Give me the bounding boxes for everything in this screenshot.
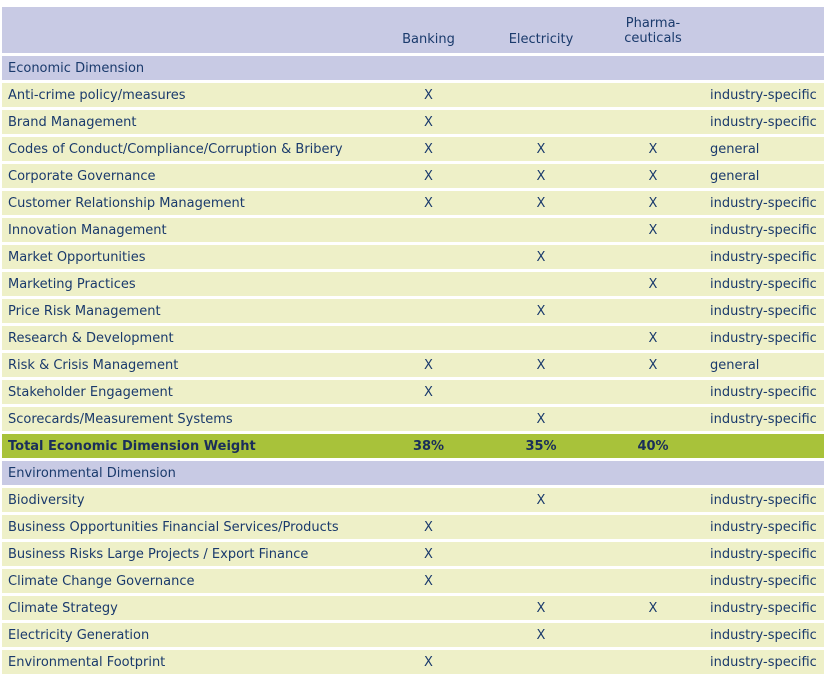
table-row (2, 164, 824, 188)
table-row (2, 380, 824, 404)
total-pharma: 40% (637, 439, 669, 454)
table-row (2, 299, 824, 323)
pharma-mark: X (648, 169, 658, 184)
banking-mark: X (424, 574, 433, 589)
scope-label: industry-specific (710, 223, 817, 238)
electricity-mark: X (536, 250, 546, 265)
column-header-electricity: Electricity (508, 32, 574, 47)
electricity-mark: X (536, 304, 546, 319)
scope-label: general (710, 358, 760, 373)
row-label: Market Opportunities (8, 250, 146, 265)
scope-label: general (710, 169, 760, 184)
pharma-mark: X (648, 277, 658, 292)
scope-label: industry-specific (710, 196, 817, 211)
scope-label: industry-specific (710, 88, 817, 103)
section-title: Economic Dimension (8, 61, 145, 76)
row-label: Anti-crime policy/measures (8, 88, 186, 103)
scope-label: industry-specific (710, 520, 817, 535)
row-label: Codes of Conduct/Compliance/Corruption & Bribery (8, 142, 343, 157)
table-row (2, 353, 824, 377)
table-row (2, 407, 824, 431)
total-electricity: 35% (525, 439, 557, 454)
row-label: Corporate Governance (8, 169, 156, 184)
electricity-mark: X (536, 493, 546, 508)
table-row (2, 542, 824, 566)
row-label: Brand Management (8, 115, 137, 130)
scope-label: general (710, 142, 760, 157)
row-label: Environmental Footprint (8, 655, 166, 670)
total-label: Total Economic Dimension Weight (8, 439, 256, 454)
electricity-mark: X (536, 196, 546, 211)
total-row-economic (2, 434, 824, 458)
total-banking: 38% (412, 439, 445, 454)
pharma-mark: X (648, 196, 658, 211)
table-row (2, 326, 824, 350)
electricity-mark: X (536, 601, 546, 616)
pharma-mark: X (648, 358, 658, 373)
section-title: Environmental Dimension (8, 466, 176, 481)
electricity-mark: X (536, 412, 546, 427)
electricity-mark: X (536, 169, 546, 184)
table-row (2, 137, 824, 161)
banking-mark: X (424, 358, 433, 373)
table-row (2, 191, 824, 215)
row-label: Stakeholder Engagement (8, 385, 173, 400)
banking-mark: X (424, 196, 433, 211)
row-label: Business Risks Large Projects / Export Finance (8, 547, 309, 562)
banking-mark: X (424, 385, 433, 400)
electricity-mark: X (536, 358, 546, 373)
pharma-mark: X (648, 601, 658, 616)
scope-label: industry-specific (710, 574, 817, 589)
column-header-banking: Banking (402, 32, 455, 47)
pharma-mark: X (648, 331, 658, 346)
row-label: Biodiversity (8, 493, 85, 508)
banking-mark: X (424, 169, 433, 184)
scope-label: industry-specific (710, 628, 817, 643)
electricity-mark: X (536, 628, 546, 643)
row-label: Research & Development (8, 331, 174, 346)
table-header (2, 7, 824, 53)
row-label: Scorecards/Measurement Systems (8, 412, 233, 427)
table-row (2, 272, 824, 296)
column-header-pharmaceuticals (622, 16, 684, 46)
electricity-mark: X (536, 142, 546, 157)
table-row (2, 110, 824, 134)
table-row (2, 515, 824, 539)
row-label: Risk & Crisis Management (8, 358, 179, 373)
section-header-environmental (2, 461, 824, 485)
pharma-header-line2: ceuticals (624, 31, 682, 46)
table-row (2, 596, 824, 620)
scope-label: industry-specific (710, 601, 817, 616)
banking-mark: X (424, 655, 433, 670)
criteria-table (2, 7, 824, 677)
scope-label: industry-specific (710, 331, 817, 346)
banking-mark: X (424, 142, 433, 157)
scope-label: industry-specific (710, 655, 817, 670)
pharma-header-line1: Pharma- (625, 16, 681, 31)
table-row (2, 569, 824, 593)
banking-mark: X (424, 115, 433, 130)
scope-label: industry-specific (710, 385, 817, 400)
table-row (2, 488, 824, 512)
scope-label: industry-specific (710, 412, 817, 427)
section-header-economic (2, 56, 824, 80)
table-row (2, 650, 824, 674)
row-label: Electricity Generation (8, 628, 150, 643)
row-label: Business Opportunities Financial Services/Products (8, 520, 339, 535)
table-row (2, 218, 824, 242)
scope-label: industry-specific (710, 547, 817, 562)
banking-mark: X (424, 88, 433, 103)
scope-label: industry-specific (710, 115, 817, 130)
scope-label: industry-specific (710, 250, 817, 265)
scope-label: industry-specific (710, 277, 817, 292)
row-label: Price Risk Management (8, 304, 161, 319)
economic-rows (2, 83, 824, 431)
banking-mark: X (424, 547, 433, 562)
environmental-rows (2, 488, 824, 674)
banking-mark: X (424, 520, 433, 535)
scope-label: industry-specific (710, 493, 817, 508)
table-row (2, 623, 824, 647)
row-label: Customer Relationship Management (8, 196, 245, 211)
pharma-mark: X (648, 142, 658, 157)
row-label: Climate Change Governance (8, 574, 195, 589)
table-row (2, 245, 824, 269)
scope-label: industry-specific (710, 304, 817, 319)
pharma-mark: X (648, 223, 658, 238)
table-row (2, 83, 824, 107)
row-label: Climate Strategy (8, 601, 118, 616)
row-label: Marketing Practices (8, 277, 136, 292)
row-label: Innovation Management (8, 223, 167, 238)
